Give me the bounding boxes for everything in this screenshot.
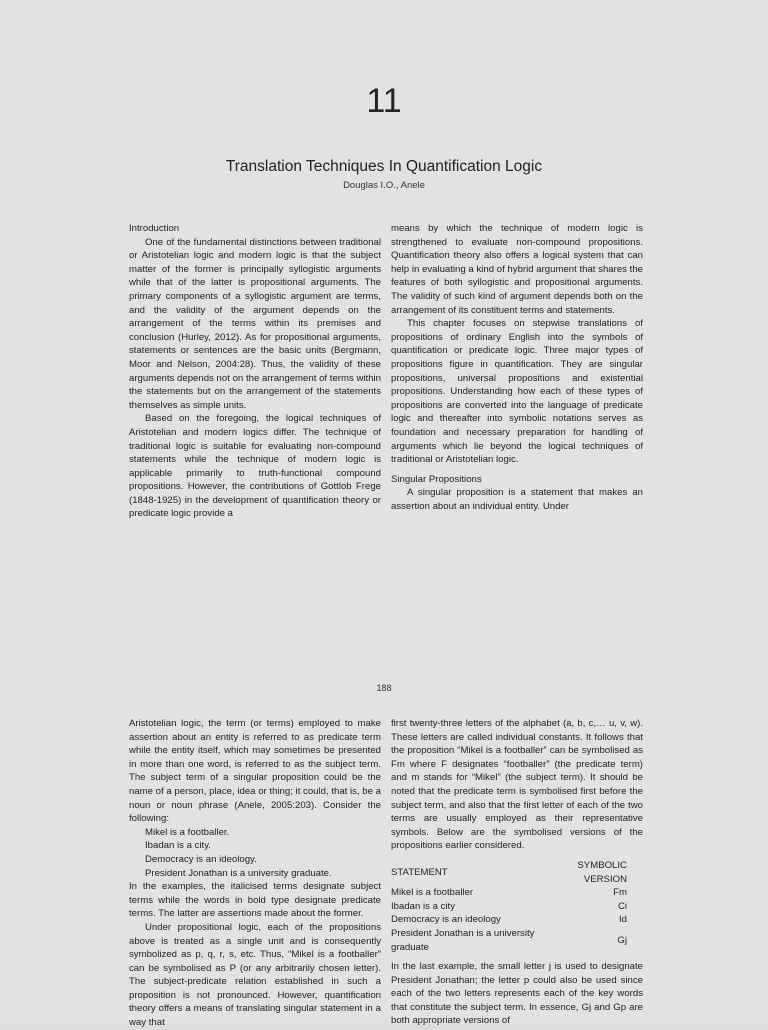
right-column-page2 xyxy=(391,717,643,1028)
paragraph: means by which the technique of modern logic is strengthened to evaluate non-compound propositions. Quantification theory also offers a logical system that can help in evaluating a kind of hybrid argument that shares the features of both syllogistic and propositional arguments. The validity of such kind of argument depends both on the arrangement of its constituent terms and statements. xyxy=(391,223,643,316)
page-number: 188 xyxy=(376,683,392,693)
paragraph: Aristotelian logic, the term (or terms) employed to make assertion about an entity is referred to as predicate term while the entity itself, which may sometimes be presented in more than one word, is referred to as the subject term. The subject term of a singular proposition could be the name of a person, place, idea or thing; it could, that is, be a noun or noun phrase (Anele, 2005:203). Consider the following: xyxy=(129,718,381,825)
right-column xyxy=(391,222,643,513)
example-statement: Democracy is an ideology. xyxy=(145,853,257,865)
table-row xyxy=(391,886,627,900)
paragraph: first twenty-three letters of the alphabet (a, b, c,… u, v, w). These letters are called individual constants. It follows that the proposition “Mikel is a footballer” can be symbolised as Fm where F designates “footballer” (the predicate term) and m stands for “Mikel” (the subject term). It should be noted that the predicate term is symbolised first before the subject term, and also that the first letter of each of the two terms are usually employed as their representative symbols. Below are the symbolised versions of the propositions earlier considered. xyxy=(391,718,643,852)
left-column-page2 xyxy=(129,717,381,1030)
paragraph: This chapter focuses on stepwise translations of propositions of ordinary English into the symbols of quantification or predicate logic. Three major types of propositions figure in quantification. They are singular propositions, universal propositions and existential propositions. Understanding how each of these types of propositions are converted into the language of predicate logic and thereafter into symbolic notations serves as foundation and necessary preparation for handling of arguments which lie beyond the logical techniques of traditional or Aristotelian logic. xyxy=(391,318,643,466)
paragraph: In the examples, the italicised terms designate subject terms while the words in bold type designate predicate terms. The latter are assertions made about the former. xyxy=(129,881,381,920)
paragraph: A singular proposition is a statement that makes an assertion about an individual entity. Under xyxy=(391,487,643,512)
chapter-authors: Douglas I.O., Anele xyxy=(343,180,425,191)
example-statement: President Jonathan is a university graduate. xyxy=(145,867,332,879)
table-header-symbolic-version: SYMBOLIC VERSION xyxy=(577,859,627,885)
section-heading-singular-propositions: Singular Propositions xyxy=(391,473,482,485)
left-column xyxy=(129,222,381,521)
table-row xyxy=(391,913,627,927)
paragraph: Under propositional logic, each of the propositions above is treated as a single unit and is consequently symbolized as p, q, r, s, etc. Thus, “Mikel is a footballer” can be symbolised as P (or any arbitrarily chosen letter). The subject-predicate relation established in such a proposition is not pronounced. However, quantification theory offers a means of translating singular statement in a way that xyxy=(129,921,381,1029)
section-heading-introduction: Introduction xyxy=(129,223,180,234)
symbolization-table xyxy=(391,859,627,954)
table-cell-statement: Democracy is an ideology xyxy=(391,914,501,926)
example-statement: Ibadan is a city. xyxy=(145,840,211,852)
table-cell-symbol: Gj xyxy=(617,934,627,946)
page-189 xyxy=(0,700,768,1024)
table-header-statement: STATEMENT xyxy=(391,866,448,878)
paragraph: In the last example, the small letter j is used to designate President Jonathan; the letter p could also be used since each of the two letters represents each of the key words that constitute the subject term. In essence, Gj and Gp are both appropriate versions of xyxy=(391,961,643,1027)
paragraph: One of the fundamental distinctions between traditional or Aristotelian logic and modern logic is that the subject matter of the former is principally syllogistic arguments while that of the latter is propositional arguments. The primary components of a syllogistic argument are terms, and the validity of the argument depends on the arrangement of the terms within its premises and conclusion (Hurley, 2012). As for propositional arguments, statements or sentences are the basic units (Bergmann, Moor and Nelson, 2004:28). Thus, the validity of these arguments depends not on the arrangement of terms within the statements but on the arrangement of the statements themselves as simple units. xyxy=(129,236,381,411)
table-cell-symbol: Ci xyxy=(617,900,627,912)
table-cell-symbol: Id xyxy=(618,914,627,926)
table-cell-statement: Ibadan is a city xyxy=(391,900,455,912)
chapter-number: 11 xyxy=(366,82,402,120)
table-header-row xyxy=(391,859,627,886)
chapter-title: Translation Techniques In Quantification Logic xyxy=(225,158,543,175)
table-cell-symbol: Fm xyxy=(613,887,627,899)
table-cell-statement: President Jonathan is a university graduate xyxy=(391,927,535,953)
paragraph: Based on the foregoing, the logical techniques of Aristotelian and modern logics differ. The technique of traditional logic is suitable for evaluating non-compound statements while the technique of modern logic is applicable primarily to truth-functional compound propositions. However, the contributions of Gottlob Frege (1848-1925) in the development of quantification theory or predicate logic provide a xyxy=(129,413,381,520)
table-row xyxy=(391,900,627,914)
table-cell-statement: Mikel is a footballer xyxy=(391,887,474,899)
example-statement: Mikel is a footballer. xyxy=(145,826,230,838)
table-row xyxy=(391,927,627,954)
